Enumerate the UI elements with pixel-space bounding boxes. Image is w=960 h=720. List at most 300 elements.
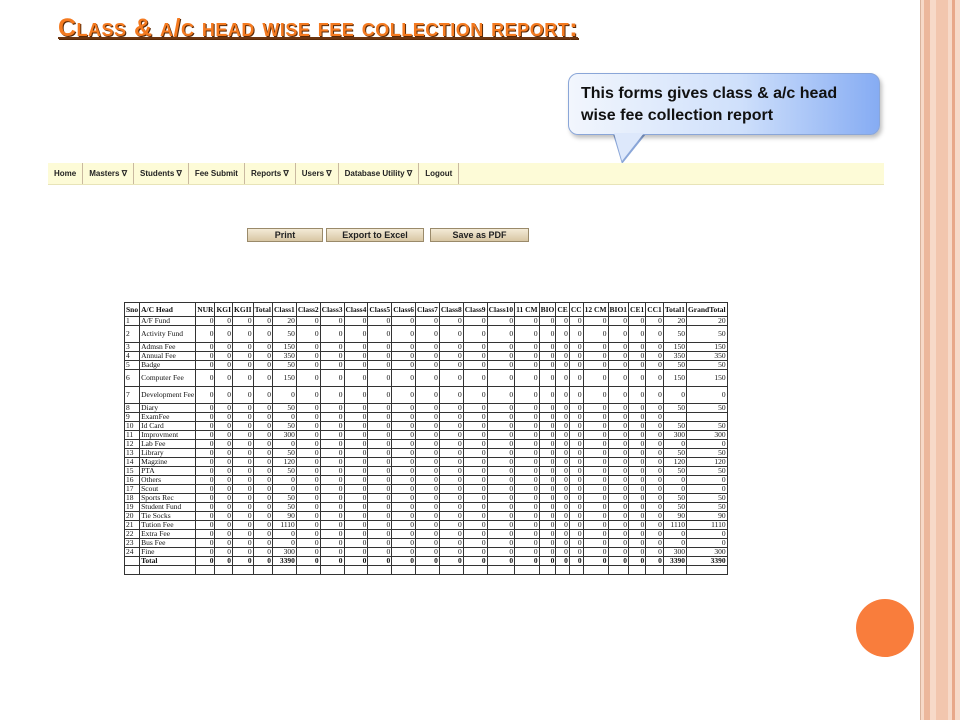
table-cell: 0: [320, 449, 344, 458]
table-cell: 0: [439, 530, 463, 539]
table-cell: 300: [663, 431, 686, 440]
table-cell: 0: [629, 539, 646, 548]
table-cell: 0: [416, 370, 440, 387]
menu-item-masters[interactable]: Masters ∇: [83, 163, 134, 184]
table-cell: A/F Fund: [140, 317, 196, 326]
table-row: [125, 317, 728, 326]
table-cell: 0: [392, 512, 416, 521]
table-cell: 0: [272, 485, 296, 494]
table-cell: 0: [439, 343, 463, 352]
table-cell: 0: [539, 503, 556, 512]
table-cell: [320, 566, 344, 575]
table-cell: 0: [215, 326, 233, 343]
table-cell: 0: [296, 422, 320, 431]
table-cell: 90: [272, 512, 296, 521]
table-cell: 0: [608, 476, 629, 485]
table-cell: 0: [463, 494, 487, 503]
table-cell: 0: [272, 413, 296, 422]
table-cell: 0: [515, 548, 539, 557]
table-cell: 0: [416, 361, 440, 370]
table-cell: 0: [629, 404, 646, 413]
table-cell: [215, 566, 233, 575]
total-row: [125, 557, 728, 566]
table-cell: 0: [215, 530, 233, 539]
table-cell: 0: [253, 557, 272, 566]
table-cell: 0: [646, 343, 664, 352]
table-cell: 0: [487, 494, 515, 503]
table-cell: 0: [320, 343, 344, 352]
table-cell: 0: [569, 326, 583, 343]
table-cell: 150: [686, 370, 727, 387]
table-cell: 0: [629, 476, 646, 485]
table-cell: 0: [215, 467, 233, 476]
table-cell: 0: [344, 512, 368, 521]
table-cell: 0: [487, 361, 515, 370]
table-cell: 0: [556, 503, 569, 512]
menu-item-database-utility[interactable]: Database Utility ∇: [339, 163, 420, 184]
table-cell: 50: [272, 422, 296, 431]
table-cell: 0: [253, 449, 272, 458]
table-cell: 0: [463, 449, 487, 458]
table-cell: 0: [569, 449, 583, 458]
table-cell: 150: [686, 343, 727, 352]
table-cell: 0: [539, 449, 556, 458]
table-cell: 0: [487, 521, 515, 530]
table-cell: 0: [646, 326, 664, 343]
table-cell: 0: [583, 326, 608, 343]
table-cell: 0: [515, 422, 539, 431]
table-cell: 0: [539, 413, 556, 422]
column-header: Class1: [272, 303, 296, 317]
table-cell: 0: [368, 503, 392, 512]
table-cell: 0: [368, 458, 392, 467]
table-cell: [629, 566, 646, 575]
table-cell: 0: [392, 422, 416, 431]
table-cell: 0: [686, 476, 727, 485]
table-cell: 0: [569, 548, 583, 557]
table-cell: 150: [272, 343, 296, 352]
table-cell: 0: [253, 440, 272, 449]
table-cell: 0: [556, 326, 569, 343]
table-cell: 0: [233, 387, 254, 404]
table-cell: 0: [569, 521, 583, 530]
table-cell: 0: [539, 548, 556, 557]
table-cell: 0: [368, 476, 392, 485]
table-cell: 0: [583, 404, 608, 413]
column-header: CC: [569, 303, 583, 317]
menu-item-users[interactable]: Users ∇: [296, 163, 339, 184]
table-cell: 0: [344, 413, 368, 422]
table-cell: Diary: [140, 404, 196, 413]
table-cell: 0: [539, 521, 556, 530]
table-cell: 11: [125, 431, 140, 440]
table-cell: 1110: [686, 521, 727, 530]
table-cell: 0: [686, 387, 727, 404]
table-cell: 0: [515, 431, 539, 440]
table-cell: 0: [646, 530, 664, 539]
table-cell: 0: [583, 343, 608, 352]
table-cell: 0: [253, 387, 272, 404]
table-cell: 0: [539, 530, 556, 539]
table-cell: 0: [392, 458, 416, 467]
table-cell: 0: [344, 352, 368, 361]
table-cell: 0: [439, 361, 463, 370]
table-cell: 0: [646, 422, 664, 431]
table-cell: 0: [515, 440, 539, 449]
table-cell: 0: [253, 476, 272, 485]
table-cell: 0: [463, 458, 487, 467]
table-cell: 0: [463, 361, 487, 370]
table-cell: 0: [344, 361, 368, 370]
table-cell: 0: [629, 422, 646, 431]
table-cell: 0: [569, 467, 583, 476]
table-cell: 15: [125, 467, 140, 476]
table-cell: 3390: [663, 557, 686, 566]
table-cell: 0: [392, 431, 416, 440]
table-cell: 0: [539, 361, 556, 370]
table-cell: Total: [140, 557, 196, 566]
table-cell: 0: [196, 521, 215, 530]
menu-bar: [48, 163, 884, 185]
table-cell: 0: [439, 431, 463, 440]
table-row: [125, 449, 728, 458]
table-cell: 0: [416, 317, 440, 326]
table-cell: 50: [663, 422, 686, 431]
print-button[interactable]: Print: [247, 228, 323, 242]
table-cell: 150: [272, 370, 296, 387]
table-cell: 0: [296, 530, 320, 539]
table-cell: 0: [416, 485, 440, 494]
table-row: [125, 458, 728, 467]
table-cell: 0: [215, 352, 233, 361]
table-cell: 0: [320, 521, 344, 530]
table-cell: 0: [583, 352, 608, 361]
table-cell: 50: [663, 503, 686, 512]
table-cell: 0: [569, 431, 583, 440]
table-cell: [368, 566, 392, 575]
table-cell: 0: [663, 530, 686, 539]
table-cell: 0: [196, 476, 215, 485]
table-cell: 0: [320, 467, 344, 476]
table-cell: 0: [569, 440, 583, 449]
table-cell: 0: [583, 413, 608, 422]
table-cell: 0: [463, 467, 487, 476]
table-cell: 0: [368, 548, 392, 557]
table-cell: 0: [196, 361, 215, 370]
table-cell: 0: [215, 422, 233, 431]
stripe: [924, 0, 930, 720]
table-cell: 0: [583, 494, 608, 503]
table-cell: 0: [439, 449, 463, 458]
column-header: Total: [253, 303, 272, 317]
table-cell: 0: [646, 387, 664, 404]
table-cell: 0: [569, 503, 583, 512]
table-cell: 0: [392, 317, 416, 326]
table-cell: 0: [439, 539, 463, 548]
table-cell: 0: [539, 370, 556, 387]
table-cell: 0: [368, 521, 392, 530]
table-cell: 0: [344, 557, 368, 566]
table-cell: 0: [233, 326, 254, 343]
table-cell: 0: [196, 449, 215, 458]
table-cell: 0: [608, 370, 629, 387]
column-header: GrandTotal: [686, 303, 727, 317]
table-cell: 0: [233, 370, 254, 387]
table-cell: 50: [686, 404, 727, 413]
table-cell: [686, 566, 727, 575]
table-cell: 0: [215, 521, 233, 530]
table-cell: 0: [368, 343, 392, 352]
table-cell: 0: [515, 476, 539, 485]
table-cell: 0: [608, 404, 629, 413]
table-cell: 0: [320, 485, 344, 494]
table-cell: 0: [463, 317, 487, 326]
table-cell: 0: [663, 476, 686, 485]
table-cell: 0: [556, 440, 569, 449]
table-cell: 0: [368, 557, 392, 566]
table-cell: 0: [515, 370, 539, 387]
table-cell: 0: [344, 539, 368, 548]
table-cell: 0: [487, 476, 515, 485]
table-cell: 0: [233, 431, 254, 440]
table-cell: 0: [215, 370, 233, 387]
table-cell: 0: [629, 467, 646, 476]
table-cell: 0: [215, 557, 233, 566]
table-cell: 0: [196, 557, 215, 566]
table-cell: 0: [344, 440, 368, 449]
table-cell: 0: [608, 539, 629, 548]
table-cell: 0: [253, 521, 272, 530]
column-header: BIO: [539, 303, 556, 317]
table-cell: 19: [125, 503, 140, 512]
table-cell: 0: [215, 539, 233, 548]
column-header: Class6: [392, 303, 416, 317]
column-header: A/C Head: [140, 303, 196, 317]
table-cell: 0: [463, 370, 487, 387]
table-cell: 0: [253, 512, 272, 521]
table-cell: 50: [686, 467, 727, 476]
export-excel-button[interactable]: Export to Excel: [326, 228, 424, 242]
table-cell: 0: [344, 449, 368, 458]
table-cell: 0: [629, 494, 646, 503]
table-cell: 0: [253, 458, 272, 467]
table-cell: 0: [296, 521, 320, 530]
table-cell: 0: [233, 413, 254, 422]
table-cell: 0: [556, 521, 569, 530]
table-cell: 0: [556, 431, 569, 440]
table-cell: 0: [487, 548, 515, 557]
menu-item-logout[interactable]: Logout: [419, 163, 459, 184]
table-cell: Scout: [140, 485, 196, 494]
table-cell: 0: [392, 530, 416, 539]
table-cell: 0: [629, 413, 646, 422]
table-cell: 0: [629, 326, 646, 343]
table-cell: 0: [416, 521, 440, 530]
table-cell: 0: [646, 521, 664, 530]
table-cell: 0: [253, 343, 272, 352]
table-cell: 0: [320, 431, 344, 440]
table-cell: 300: [272, 548, 296, 557]
table-cell: 0: [215, 494, 233, 503]
table-cell: 90: [663, 512, 686, 521]
table-cell: 0: [569, 413, 583, 422]
table-cell: 0: [392, 494, 416, 503]
table-cell: 0: [439, 352, 463, 361]
table-cell: 0: [253, 404, 272, 413]
table-cell: 0: [215, 440, 233, 449]
table-cell: 0: [515, 449, 539, 458]
table-cell: 3390: [686, 557, 727, 566]
table-cell: 0: [487, 387, 515, 404]
table-cell: 0: [439, 370, 463, 387]
table-cell: 0: [463, 326, 487, 343]
table-cell: 0: [439, 494, 463, 503]
table-cell: 0: [296, 404, 320, 413]
table-cell: 0: [233, 404, 254, 413]
table-cell: 1: [125, 317, 140, 326]
table-cell: 0: [320, 404, 344, 413]
table-row: [125, 404, 728, 413]
table-cell: 0: [439, 467, 463, 476]
table-cell: 16: [125, 476, 140, 485]
table-cell: 0: [439, 548, 463, 557]
table-cell: 0: [253, 370, 272, 387]
table-cell: 300: [272, 431, 296, 440]
table-cell: 0: [253, 467, 272, 476]
table-cell: 3: [125, 343, 140, 352]
column-header: Class8: [439, 303, 463, 317]
table-cell: 0: [439, 458, 463, 467]
table-cell: 0: [196, 539, 215, 548]
table-cell: 8: [125, 404, 140, 413]
table-cell: [663, 566, 686, 575]
table-cell: 0: [272, 476, 296, 485]
table-cell: 0: [416, 343, 440, 352]
table-cell: 0: [629, 343, 646, 352]
table-cell: 0: [392, 370, 416, 387]
table-cell: 0: [487, 467, 515, 476]
table-cell: 0: [344, 467, 368, 476]
slide-title-colon: :: [569, 14, 579, 42]
table-cell: 0: [646, 458, 664, 467]
column-header: KGII: [233, 303, 254, 317]
table-cell: 350: [272, 352, 296, 361]
table-cell: 17: [125, 485, 140, 494]
table-cell: 0: [439, 557, 463, 566]
table-body: [125, 317, 728, 575]
table-cell: Bus Fee: [140, 539, 196, 548]
table-cell: 0: [392, 467, 416, 476]
table-cell: 0: [463, 530, 487, 539]
table-cell: 0: [463, 387, 487, 404]
table-cell: [125, 557, 140, 566]
table-cell: 0: [196, 548, 215, 557]
save-pdf-button[interactable]: Save as PDF: [430, 228, 529, 242]
table-cell: 0: [272, 530, 296, 539]
table-cell: 0: [296, 512, 320, 521]
table-cell: 0: [253, 494, 272, 503]
table-cell: 0: [253, 413, 272, 422]
table-cell: 0: [629, 521, 646, 530]
table-cell: 0: [320, 326, 344, 343]
table-cell: 0: [272, 440, 296, 449]
table-cell: 0: [487, 539, 515, 548]
table-cell: 0: [233, 557, 254, 566]
table-cell: ExamFee: [140, 413, 196, 422]
table-cell: 50: [686, 361, 727, 370]
table-cell: 0: [392, 539, 416, 548]
table-cell: 0: [487, 370, 515, 387]
table-row: [125, 467, 728, 476]
table-cell: 0: [215, 485, 233, 494]
table-cell: 350: [686, 352, 727, 361]
table-cell: 0: [416, 352, 440, 361]
table-cell: 0: [233, 476, 254, 485]
table-row: [125, 512, 728, 521]
column-header: Class9: [463, 303, 487, 317]
table-cell: 20: [125, 512, 140, 521]
table-cell: 0: [608, 530, 629, 539]
table-row: [125, 521, 728, 530]
table-cell: 0: [515, 557, 539, 566]
table-cell: 0: [556, 530, 569, 539]
table-cell: 0: [463, 413, 487, 422]
table-cell: 0: [487, 458, 515, 467]
column-header: Class2: [296, 303, 320, 317]
table-cell: Sports Rec: [140, 494, 196, 503]
table-cell: 0: [608, 431, 629, 440]
table-cell: 0: [569, 343, 583, 352]
table-cell: 0: [646, 317, 664, 326]
table-cell: 50: [686, 449, 727, 458]
table-cell: 50: [686, 326, 727, 343]
menu-item-fee-submit[interactable]: Fee Submit: [189, 163, 245, 184]
table-cell: 50: [272, 467, 296, 476]
table-cell: 0: [539, 476, 556, 485]
table-cell: 0: [663, 440, 686, 449]
table-cell: [487, 566, 515, 575]
table-cell: 4: [125, 352, 140, 361]
table-cell: 0: [608, 413, 629, 422]
table-cell: Magzine: [140, 458, 196, 467]
menu-item-reports[interactable]: Reports ∇: [245, 163, 296, 184]
table-cell: 0: [629, 485, 646, 494]
table-cell: 0: [539, 422, 556, 431]
menu-item-students[interactable]: Students ∇: [134, 163, 189, 184]
table-cell: 0: [392, 404, 416, 413]
table-cell: 0: [608, 352, 629, 361]
table-cell: 0: [253, 539, 272, 548]
table-cell: 0: [320, 370, 344, 387]
table-cell: 0: [515, 467, 539, 476]
table-cell: 0: [583, 476, 608, 485]
table-cell: 0: [556, 361, 569, 370]
table-cell: 0: [583, 422, 608, 431]
table-cell: Student Fund: [140, 503, 196, 512]
table-cell: 0: [368, 449, 392, 458]
table-cell: 0: [463, 431, 487, 440]
table-cell: 0: [463, 557, 487, 566]
table-cell: 0: [296, 413, 320, 422]
table-cell: 50: [272, 503, 296, 512]
table-cell: 0: [463, 476, 487, 485]
table-cell: 0: [416, 530, 440, 539]
table-cell: 0: [215, 317, 233, 326]
table-cell: 0: [487, 512, 515, 521]
table-cell: 0: [569, 361, 583, 370]
menu-item-home[interactable]: Home: [48, 163, 83, 184]
table-cell: 0: [539, 539, 556, 548]
